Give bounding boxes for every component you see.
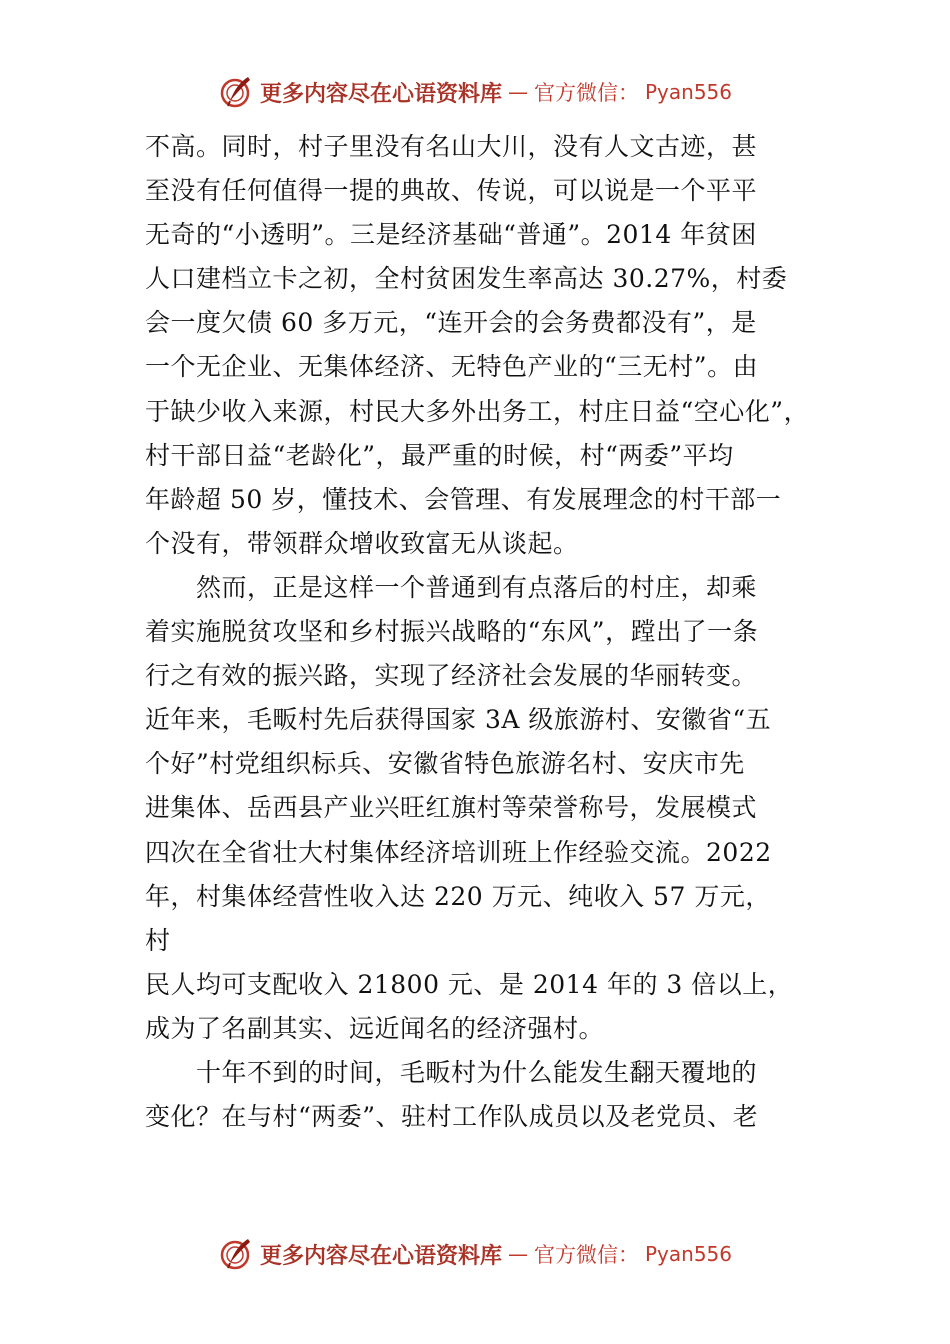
text-line: 一个无企业、无集体经济、无特色产业的“三无村”。由 <box>145 352 759 382</box>
text-line: 会一度欠债 60 多万元，“连开会的会务费都没有”，是 <box>145 308 757 338</box>
header-wechat-label: 官方微信： <box>534 81 639 105</box>
text-line: 人口建档立卡之初，全村贫困发生率高达 30.27%，村委 <box>145 264 788 294</box>
text-line: 村干部日益“老龄化”，最严重的时候，村“两委”平均 <box>145 440 734 470</box>
header-dash: — <box>508 80 528 104</box>
text-line: 十年不到的时间，毛畈村为什么能发生翻天覆地的 <box>145 1057 758 1087</box>
text-line: 年，村集体经营性收入达 220 万元、纯收入 57 万元， <box>145 881 771 911</box>
quill-logo-icon <box>218 1236 254 1272</box>
text-line: 近年来，毛畈村先后获得国家 3A 级旅游村、安徽省“五 <box>145 705 772 735</box>
text-line: 然而，正是这样一个普通到有点落后的村庄，却乘 <box>145 572 758 602</box>
text-line: 进集体、岳西县产业兴旺红旗村等荣誉称号，发展模式 <box>145 793 758 823</box>
header-banner <box>0 72 950 112</box>
text-line: 个好”村党组织标兵、安徽省特色旅游名村、安庆市先 <box>145 749 745 779</box>
footer-wechat-label: 官方微信： <box>534 1243 639 1267</box>
header-wechat-id: Pyan556 <box>645 80 733 104</box>
footer-wechat-id: Pyan556 <box>645 1242 733 1266</box>
text-line: 着实施脱贫攻坚和乡村振兴战略的“东风”，蹚出了一条 <box>145 617 759 647</box>
quill-logo-icon <box>218 74 254 110</box>
text-line: 无奇的“小透明”。三是经济基础“普通”。2014 年贫困 <box>145 220 757 250</box>
text-line: 民人均可支配收入 21800 元、是 2014 年的 3 倍以上， <box>145 969 794 999</box>
footer-brand-text: 更多内容尽在心语资料库 <box>259 1242 502 1269</box>
header-brand-text: 更多内容尽在心语资料库 <box>259 80 502 107</box>
footer-dash: — <box>508 1242 528 1266</box>
text-line: 于缺少收入来源，村民大多外出务工，村庄日益“空心化”， <box>145 396 810 426</box>
text-line: 年龄超 50 岁，懂技术、会管理、有发展理念的村干部一 <box>145 484 782 514</box>
text-line: 成为了名副其实、远近闻名的经济强村。 <box>145 1013 605 1043</box>
text-line: 不高。同时，村子里没有名山大川，没有人文古迹，甚 <box>145 132 758 161</box>
text-line: 至没有任何值得一提的典故、传说，可以说是一个平平 <box>145 176 758 206</box>
text-line: 个没有，带领群众增收致富无从谈起。 <box>145 528 579 558</box>
document-body <box>145 125 825 1139</box>
text-line: 村 <box>145 925 171 955</box>
footer-banner <box>0 1234 950 1274</box>
text-line: 变化？在与村“两委”、驻村工作队成员以及老党员、老 <box>145 1102 759 1132</box>
text-line: 行之有效的振兴路，实现了经济社会发展的华丽转变。 <box>145 661 758 691</box>
text-line: 四次在全省壮大村集体经济培训班上作经验交流。2022 <box>145 837 772 867</box>
